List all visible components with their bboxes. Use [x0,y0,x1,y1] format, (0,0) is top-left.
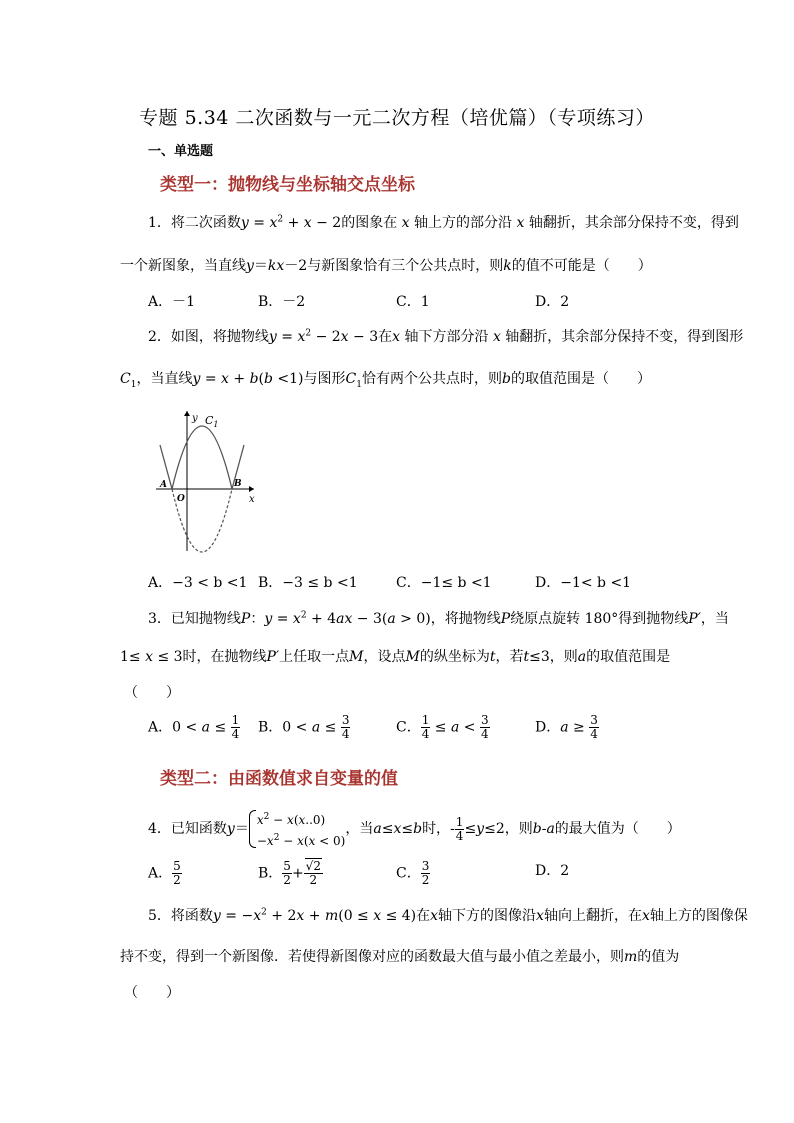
page-title: 专题 5.34 二次函数与一元二次方程（培优篇）（专项练习） [139,107,655,129]
q2-option-d[interactable]: D．−1< b <1 [535,575,632,591]
graph-x-label: x [249,494,255,505]
q3-option-a[interactable]: A．0 < a ≤ $\frac{1}{4}$ [148,713,240,741]
graph-c1-label: $C_1$ [205,414,219,429]
q3-line1: 3．已知抛物线P：$y = x^2 + 4ax - 3(a > 0)$，将抛物线P绕原点旋转 180°得到抛物线P′，当 [148,610,729,627]
q5-line1: 5．将函数$y = -x^2 + 2x + m(0 \le x \le 4)$在x轴下方的图像沿x轴向上翻折，在x轴上方的图像保 [148,907,748,924]
q4-option-d[interactable]: D．2 [535,863,570,879]
q4-option-b[interactable]: B． $\frac{5}{2}$ + $\frac{√2}{2}$ [258,859,321,887]
graph-origin: O [177,494,185,504]
q1-line1: 1．将二次函数$y = x^2 + x - 2$的图象在 x 轴上方的部分沿 x 轴翻折，其余部分保持不变，得到 [148,214,739,231]
q1-line2: 一个新图象，当直线y＝kx－2与新图象恰有三个公共点时，则k的值不可能是（ ） [120,258,652,274]
q4-option-a[interactable]: A． $\frac{5}{2}$ [148,859,181,887]
q5-line2: 持不变，得到一个新图像．若使得新图像对应的函数最大值与最小值之差最小，则m的值为 [120,949,680,965]
q4-option-c[interactable]: C． $\frac{3}{2}$ [396,859,430,887]
q3-option-c[interactable]: C． $\frac{1}{4}$ ≤ a < $\frac{3}{4}$ [396,713,489,741]
q3-line3: （ ） [124,685,180,701]
graph-y-label: y [192,413,198,424]
q2-option-c[interactable]: C．−1≤ b <1 [396,575,492,591]
y-axis-arrow [184,411,190,416]
q1-option-c[interactable]: C．1 [396,294,430,310]
q1-option-a[interactable]: A．－1 [148,294,196,310]
q5-line3: （ ） [124,985,180,1001]
q4-line1: 4．已知函数y＝ $x^2 - x(x..0)$ $-x^2 - x(x < 0)$ ，当a≤x≤b时，- $\frac{1}{4}$ ≤y≤2，则b-a的最大值为（ ） [148,808,681,850]
q1-option-b[interactable]: B．－2 [258,294,306,310]
graph-point-a: A [160,480,167,490]
q3-line2: 1≤ x ≤ 3时，在抛物线P′上任取一点M，设点M的纵坐标为t，若t≤3，则a的取值范围是 [120,649,671,665]
q3-option-d[interactable]: D．a ≥ $\frac{3}{4}$ [535,713,598,741]
x-axis-arrow [249,486,254,492]
graph-point-b: B [234,479,242,489]
q2-graph [150,405,265,555]
type-heading-2: 类型二：由函数值求自变量的值 [160,769,398,789]
q2-line2: $C_1$，当直线y = x + b(b <1)与图形$C_1$恰有两个公共点时，则b的取值范围是（ ） [120,371,651,390]
q2-option-a[interactable]: A．−3 < b <1 [148,575,248,591]
q2-option-b[interactable]: B．−3 ≤ b <1 [258,575,358,591]
type-heading-1: 类型一：抛物线与坐标轴交点坐标 [160,175,415,195]
q3-option-b[interactable]: B．0 < a ≤ $\frac{3}{4}$ [258,713,350,741]
graph-arch [172,426,232,489]
q2-line1: 2．如图，将抛物线$y = x^2 - 2x - 3$在x 轴下方部分沿 x 轴翻折，其余部分保持不变，得到图形 [148,328,744,345]
section-heading: 一、单选题 [148,144,214,159]
q1-option-d[interactable]: D．2 [535,294,570,310]
